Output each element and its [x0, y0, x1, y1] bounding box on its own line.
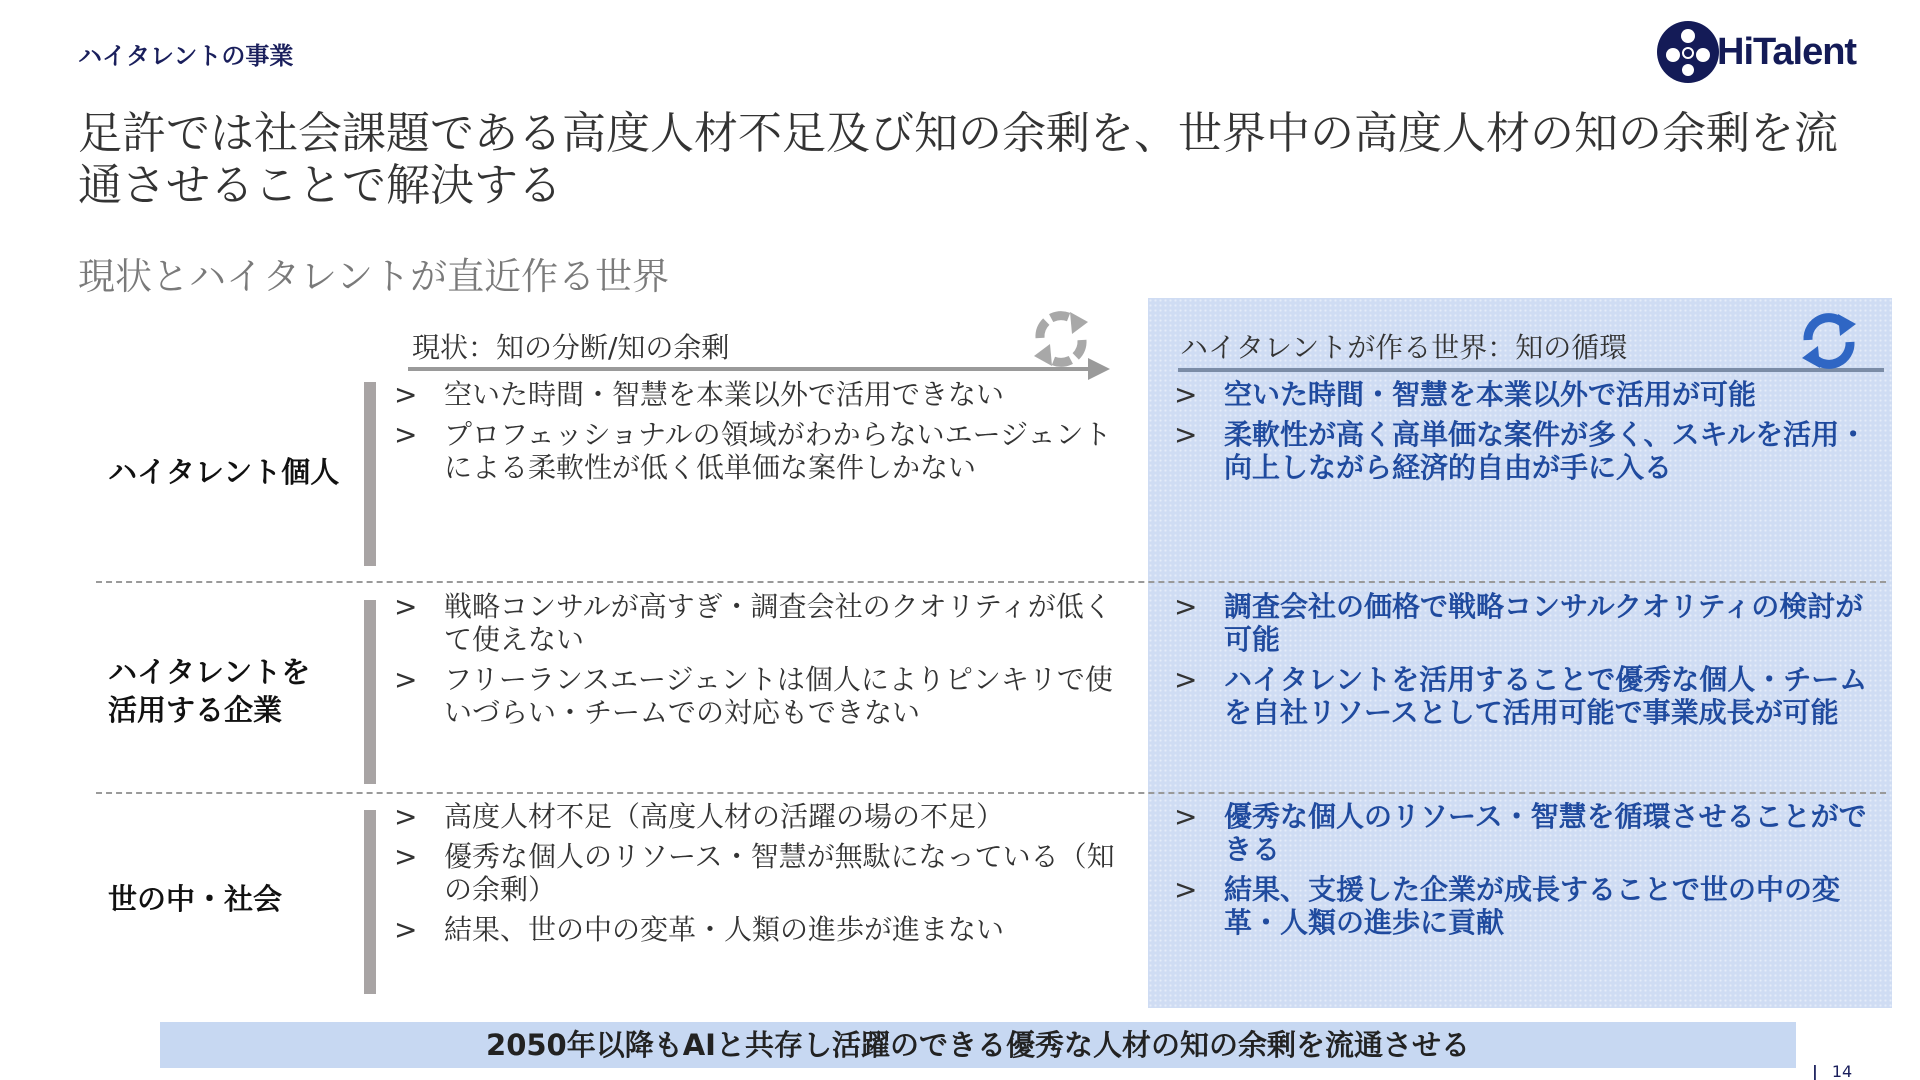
logo-mark-icon [1655, 19, 1721, 85]
current-list-individual [394, 378, 1134, 491]
list-item: > ハイタレントを活用することで優秀な個人・チームを自社リソースとして活用可能で事業成長が可能 [1174, 663, 1884, 729]
list-item: > 結果、支援した企業が成長することで世の中の変革・人類の進歩に貢献 [1174, 873, 1884, 939]
list-item: > 戦略コンサルが高すぎ・調査会社のクオリティが低くて使えない [394, 590, 1134, 656]
list-item: > 優秀な個人のリソース・智慧を循環させることができる [1174, 800, 1884, 866]
list-item: > 結果、世の中の変革・人類の進歩が進まない [394, 913, 1134, 946]
list-item: > 柔軟性が高く高単価な案件が多く、スキルを活用・向上しながら経済的自由が手に入る [1174, 418, 1884, 484]
row-label-enterprise: ハイタレントを 活用する企業 [108, 655, 311, 727]
current-list-society [394, 800, 1134, 953]
row-label-society: 世の中・社会 [108, 882, 283, 916]
list-item: > プロフェッショナルの領域がわからないエージェントによる柔軟性が低く低単価な案件しかない [394, 418, 1134, 484]
page-number-value: 14 [1831, 1062, 1853, 1080]
list-item: > 調査会社の価格で戦略コンサルクオリティの検討が可能 [1174, 590, 1884, 656]
section-label: ハイタレントの事業 [78, 42, 294, 70]
row-divider [96, 792, 1886, 794]
list-item: > 高度人材不足（高度人材の活躍の場の不足） [394, 800, 1134, 833]
list-item: > フリーランスエージェントは個人によりピンキリで使いづらい・チームでの対応もできない [394, 663, 1134, 729]
cycle-arrows-icon [1796, 310, 1862, 372]
future-list-society [1174, 800, 1884, 946]
conclusion-banner: 2050年以降もAIと共存し活躍のできる優秀な人材の知の余剰を流通させる [160, 1022, 1796, 1068]
current-list-enterprise [394, 590, 1134, 736]
future-list-enterprise [1174, 590, 1884, 736]
page-number [1812, 1062, 1852, 1080]
row-bar-individual [364, 382, 376, 566]
list-item: > 空いた時間・智慧を本業以外で活用が可能 [1174, 378, 1884, 411]
row-bar-enterprise [364, 600, 376, 784]
page-title: 足許では社会課題である高度人材不足及び知の余剰を、世界中の高度人材の知の余剰を流通させることで解決する [78, 108, 1838, 211]
row-bar-society [364, 810, 376, 994]
page-subtitle: 現状とハイタレントが直近作る世界 [78, 255, 670, 298]
list-item: > 空いた時間・智慧を本業以外で活用できない [394, 378, 1134, 411]
future-column-heading: ハイタレントが作る世界：知の循環 [1180, 331, 1628, 364]
list-item: > 優秀な個人のリソース・智慧が無駄になっている（知の余剰） [394, 840, 1134, 906]
logo-wordmark: HiTalent [1717, 30, 1857, 73]
future-heading-underline [1178, 368, 1884, 372]
current-column-heading: 現状：知の分断/知の余剰 [412, 331, 730, 364]
hitalent-logo [1655, 18, 1875, 86]
page-number-separator: | [1812, 1062, 1818, 1080]
row-divider [96, 581, 1886, 583]
future-list-individual [1174, 378, 1884, 491]
cycle-arrows-broken-icon [1028, 308, 1094, 370]
row-label-individual: ハイタレント個人 [108, 455, 340, 489]
